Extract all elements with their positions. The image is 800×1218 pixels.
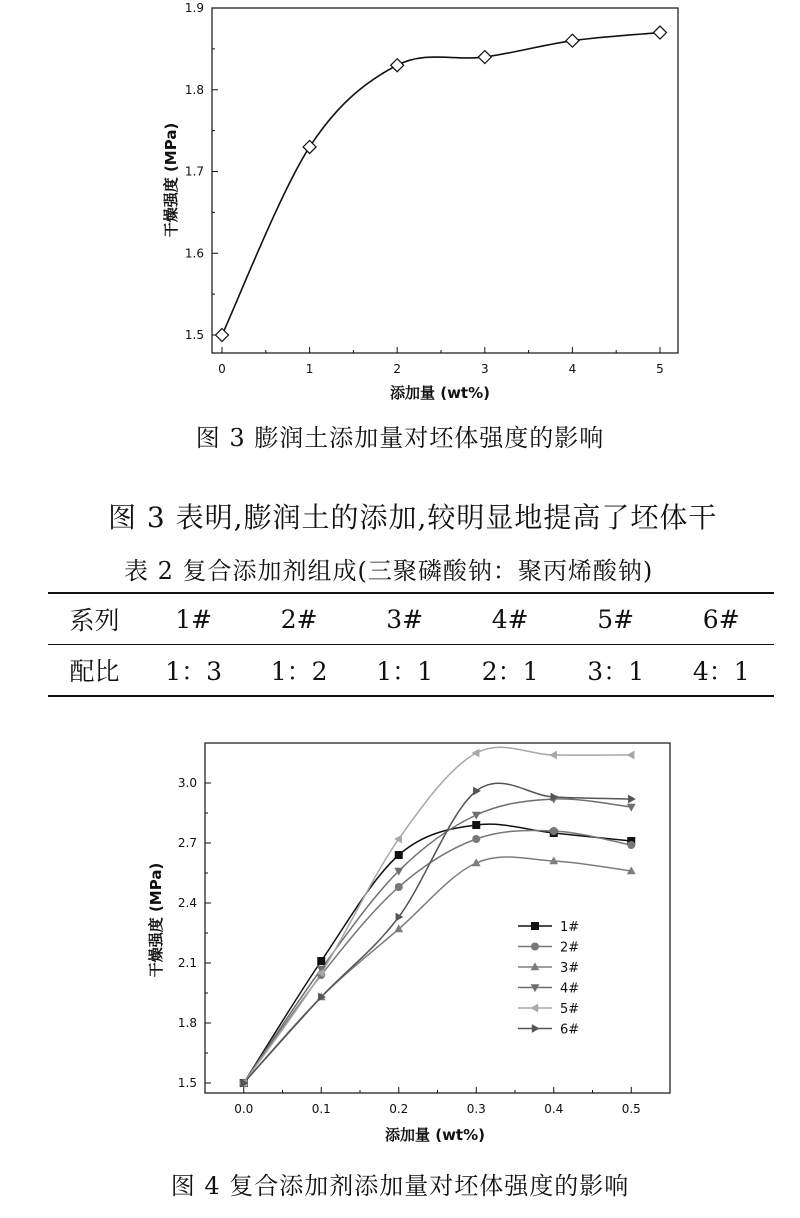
table-cell: 1：3 [141, 645, 247, 697]
data-point-5# [549, 751, 557, 760]
table-cell: 4# [457, 593, 563, 645]
y-tick-label: 2.1 [177, 956, 197, 970]
figure-3-x-axis-label: 添加量 (wt%) [390, 384, 490, 402]
table-row [48, 593, 774, 645]
table-cell: 3：1 [563, 645, 669, 697]
x-tick-label: 4 [568, 362, 577, 376]
y-tick-label: 1.8 [177, 1016, 197, 1030]
y-tick-label: 1.9 [184, 1, 204, 15]
y-tick-label: 2.4 [177, 896, 197, 910]
data-point-1# [395, 851, 403, 859]
x-tick-label: 2 [393, 362, 402, 376]
figure-4-x-axis-label: 添加量 (wt%) [385, 1126, 485, 1144]
legend-label-2#: 2# [560, 940, 580, 956]
y-tick-label: 2.7 [177, 836, 197, 850]
legend-label-5#: 5# [560, 1002, 580, 1017]
data-point [566, 34, 579, 47]
x-tick-label: 0.5 [621, 1102, 641, 1116]
table-cell: 配比 [48, 645, 141, 697]
data-point-5# [394, 835, 402, 844]
legend-marker-2# [531, 943, 539, 951]
data-point-2# [472, 835, 480, 843]
y-tick-label: 1.5 [184, 328, 204, 342]
data-point-2# [395, 883, 403, 891]
data-point-5# [472, 749, 480, 758]
x-tick-label: 0.2 [389, 1102, 409, 1116]
data-point [216, 329, 229, 342]
x-tick-label: 5 [656, 362, 664, 376]
x-tick-label: 0.4 [544, 1102, 564, 1116]
data-point [303, 140, 316, 153]
x-tick-label: 0.1 [311, 1102, 331, 1116]
series-curve-2# [244, 831, 632, 1083]
table-cell: 5# [563, 593, 669, 645]
y-tick-label: 3.0 [177, 776, 197, 790]
x-tick-label: 0.3 [466, 1102, 486, 1116]
table-cell: 系列 [48, 593, 141, 645]
data-point-2# [627, 841, 635, 849]
data-point-6# [628, 795, 636, 804]
figure-3-y-axis-label: 干燥强度 (MPa) [162, 122, 180, 238]
legend-marker-6# [532, 1024, 540, 1033]
legend-label-4#: 4# [560, 981, 580, 997]
y-tick-label: 1.5 [177, 1076, 197, 1090]
data-point-1# [317, 957, 325, 965]
x-tick-label: 0 [218, 362, 226, 376]
data-point-1# [472, 821, 480, 829]
table-cell: 2：1 [457, 645, 563, 697]
body-paragraph: 图 3 表明,膨润土的添加,较明显地提高了坯体干 [108, 501, 718, 534]
figure-3-chart [150, 0, 690, 410]
legend-label-3#: 3# [560, 961, 580, 976]
y-tick-label: 1.6 [184, 246, 204, 261]
table-cell: 3# [352, 593, 458, 645]
figure-4-y-axis-label: 干燥强度 (MPa) [147, 862, 165, 978]
data-curve [222, 33, 660, 335]
data-point-5# [627, 751, 635, 760]
legend-label-1#: 1# [560, 920, 580, 935]
table-row [48, 645, 774, 697]
table-2 [48, 592, 774, 697]
table-2-caption: 表 2 复合添加剂组成(三聚磷酸钠：聚丙烯酸钠) [124, 557, 654, 585]
table-cell: 2# [246, 593, 352, 645]
x-tick-label: 0.0 [234, 1102, 254, 1116]
x-tick-label: 3 [480, 362, 489, 376]
plot-frame [212, 8, 678, 353]
y-tick-label: 1.8 [184, 82, 204, 97]
data-point [654, 26, 667, 39]
table-cell: 1：1 [352, 645, 458, 697]
table-cell: 6# [668, 593, 774, 645]
table-cell: 1：2 [246, 645, 352, 697]
figure-4-caption: 图 4 复合添加剂添加量对坯体强度的影响 [170, 1172, 630, 1200]
data-point-4# [627, 804, 636, 812]
table-cell: 4：1 [668, 645, 774, 697]
figure-3-caption: 图 3 膨润土添加量对坯体强度的影响 [195, 424, 605, 452]
x-tick-label: 1 [305, 362, 314, 376]
legend-marker-5# [530, 1004, 538, 1013]
figure-4-legend [518, 920, 579, 1038]
data-point-6# [396, 913, 404, 922]
y-tick-label: 1.7 [184, 164, 204, 179]
data-point-2# [550, 827, 558, 835]
legend-label-6#: 6# [560, 1022, 580, 1038]
data-point [478, 51, 491, 64]
legend-marker-1# [531, 922, 539, 930]
figure-4-chart [135, 735, 680, 1150]
table-cell: 1# [141, 593, 247, 645]
data-point [391, 59, 404, 72]
